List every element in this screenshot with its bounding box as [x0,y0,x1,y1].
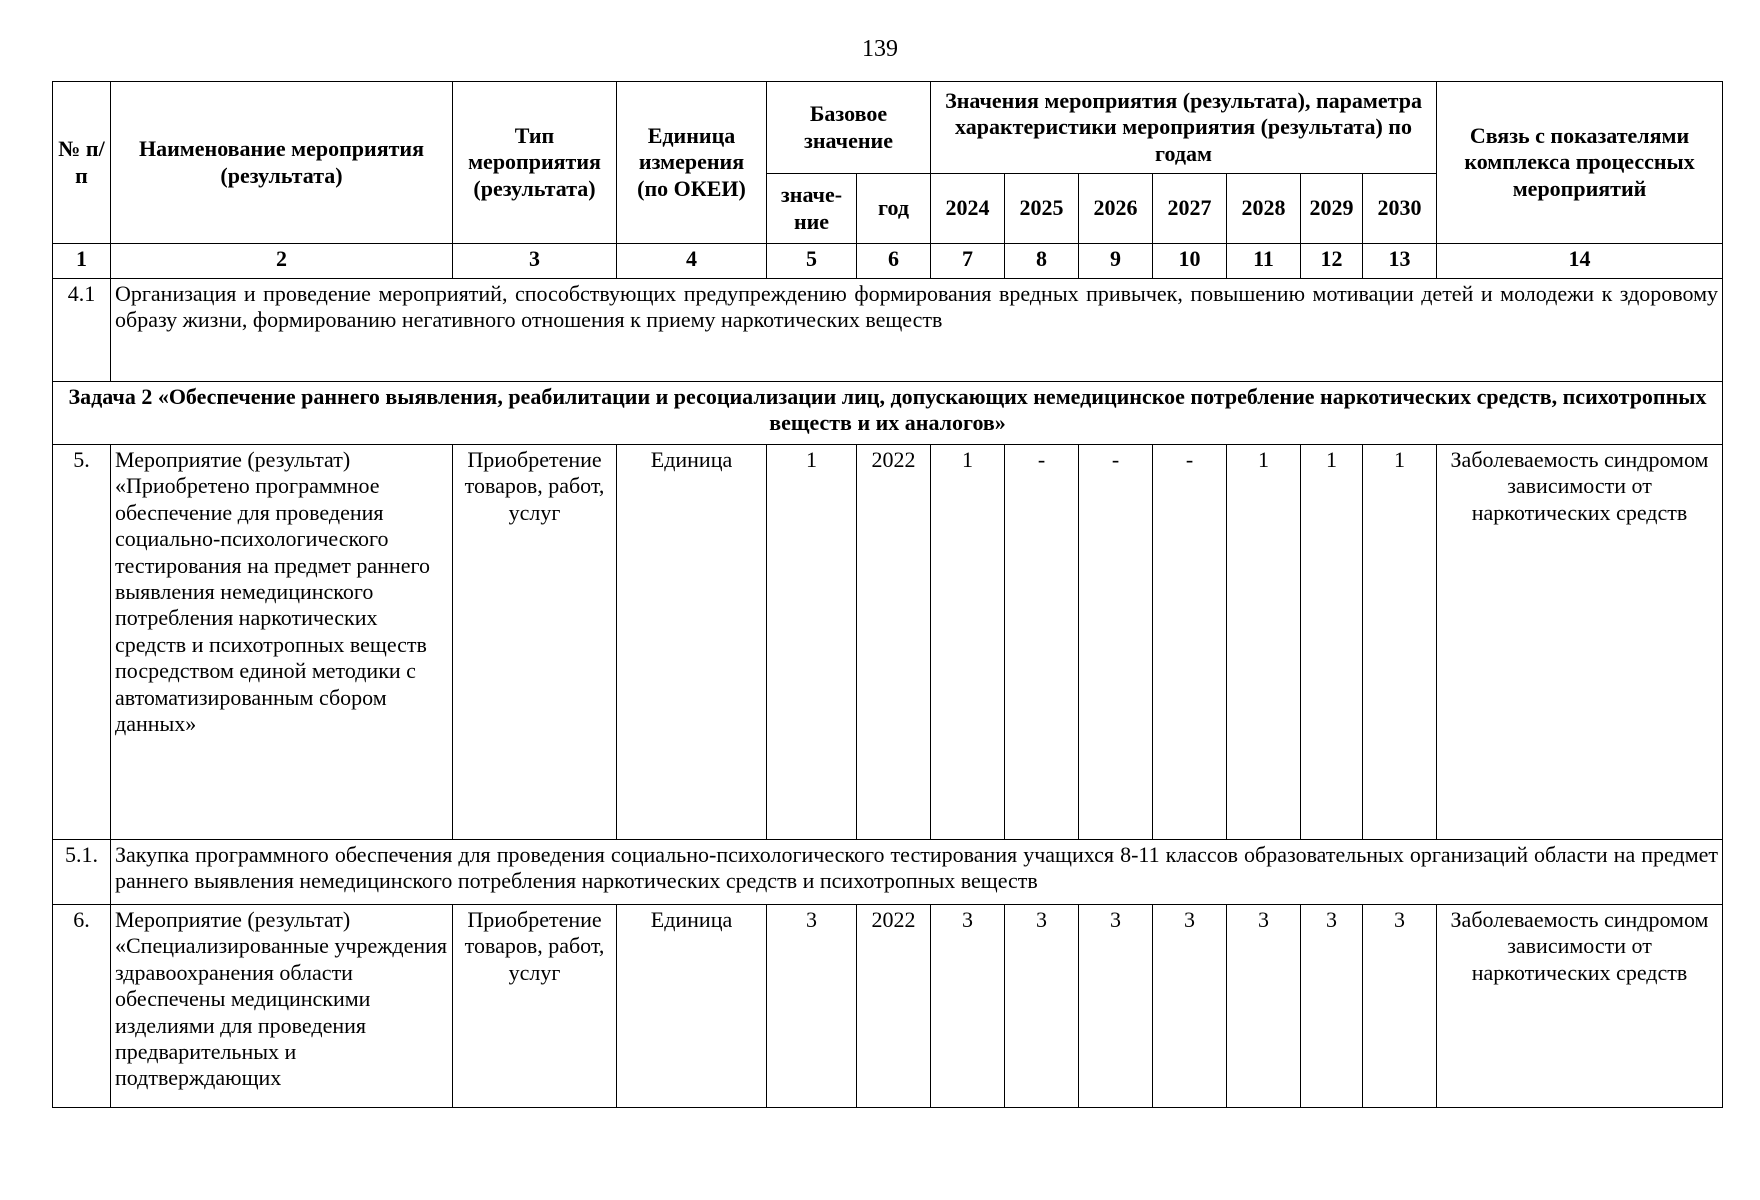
events-table [52,81,1723,1108]
column-number: 5 [767,244,857,279]
row-description: Организация и проведение мероприятий, способствующих предупреждению формирования вредных привычек, повышению мотивации детей и молодежи к здоровому образу жизни, формированию негативного отношения к приему наркотических веществ [111,279,1723,382]
year-value: 3 [1005,905,1079,1108]
header-name: Наименование мероприятия (результата) [111,82,453,244]
header-year: 2030 [1363,174,1437,244]
base-value: 3 [767,905,857,1108]
column-number: 3 [453,244,617,279]
header-num: № п/п [53,82,111,244]
row-description: Закупка программного обеспечения для проведения социально-психологического тестирования учащихся 8-11 классов образовательных организаций области на предмет раннего выявления немедицинского потребления наркотических средств и психотропных веществ [111,840,1723,905]
year-value: 3 [1227,905,1301,1108]
year-value: 1 [1227,445,1301,840]
year-value: 3 [1079,905,1153,1108]
header-unit: Единица измерения (по ОКЕИ) [617,82,767,244]
task-heading: Задача 2 «Обеспечение раннего выявления, реабилитации и ресоциализации лиц, допускающих немедицинское потребление наркотических средств, психотропных веществ и их аналогов» [53,382,1723,445]
event-unit: Единица [617,445,767,840]
column-number: 9 [1079,244,1153,279]
column-number: 13 [1363,244,1437,279]
header-year: 2026 [1079,174,1153,244]
header-type: Тип мероприятия (результата) [453,82,617,244]
event-type: Приобретение товаров, работ, услуг [453,905,617,1108]
event-type: Приобретение товаров, работ, услуг [453,445,617,840]
header-row [53,82,1723,174]
column-number: 12 [1301,244,1363,279]
table-row-4-1 [53,279,1723,382]
row-number: 4.1 [53,279,111,382]
base-year: 2022 [857,445,931,840]
task-heading-row [53,382,1723,445]
column-number: 8 [1005,244,1079,279]
table-row-5 [53,445,1723,840]
year-value: 3 [1153,905,1227,1108]
year-value: - [1153,445,1227,840]
page-number: 139 [862,36,898,62]
year-value: 3 [1363,905,1437,1108]
header-base: Базовое значение [767,82,931,174]
year-value: 1 [1363,445,1437,840]
column-numbers-row [53,244,1723,279]
event-name: Мероприятие (результат) «Приобретено программное обеспечение для проведения социально-психологического тестирования на предмет раннего выявления немедицинского потребления наркотических средств и психотропных веществ посредством единой методики с автоматизированным сбором данных» [111,445,453,840]
column-number: 10 [1153,244,1227,279]
column-number: 2 [111,244,453,279]
header-year: 2024 [931,174,1005,244]
base-value: 1 [767,445,857,840]
header-link: Связь с показателями комплекса процессных мероприятий [1437,82,1723,244]
header-year: 2028 [1227,174,1301,244]
header-sub-value: значе-ние [767,174,857,244]
year-value: - [1005,445,1079,840]
row-number: 6. [53,905,111,1108]
year-value: 3 [1301,905,1363,1108]
year-value: 1 [1301,445,1363,840]
header-year: 2025 [1005,174,1079,244]
event-unit: Единица [617,905,767,1108]
column-number: 14 [1437,244,1723,279]
event-name: Мероприятие (результат) «Специализированные учреждения здравоохранения области обеспечены медицинскими изделиями для проведения предварительных и подтверждающих [111,905,453,1108]
column-number: 11 [1227,244,1301,279]
column-number: 7 [931,244,1005,279]
year-value: - [1079,445,1153,840]
year-value: 3 [931,905,1005,1108]
indicator-link: Заболеваемость синдромом зависимости от наркотических средств [1437,445,1723,840]
row-number: 5.1. [53,840,111,905]
year-value: 1 [931,445,1005,840]
column-number: 1 [53,244,111,279]
header-values: Значения мероприятия (результата), параметра характеристики мероприятия (результата) по годам [931,82,1437,174]
header-year: 2027 [1153,174,1227,244]
header-sub-year: год [857,174,931,244]
base-year: 2022 [857,905,931,1108]
table-row-6 [53,905,1723,1108]
header-year: 2029 [1301,174,1363,244]
column-number: 6 [857,244,931,279]
indicator-link: Заболеваемость синдромом зависимости от наркотических средств [1437,905,1723,1108]
table-row-5-1 [53,840,1723,905]
column-number: 4 [617,244,767,279]
row-number: 5. [53,445,111,840]
